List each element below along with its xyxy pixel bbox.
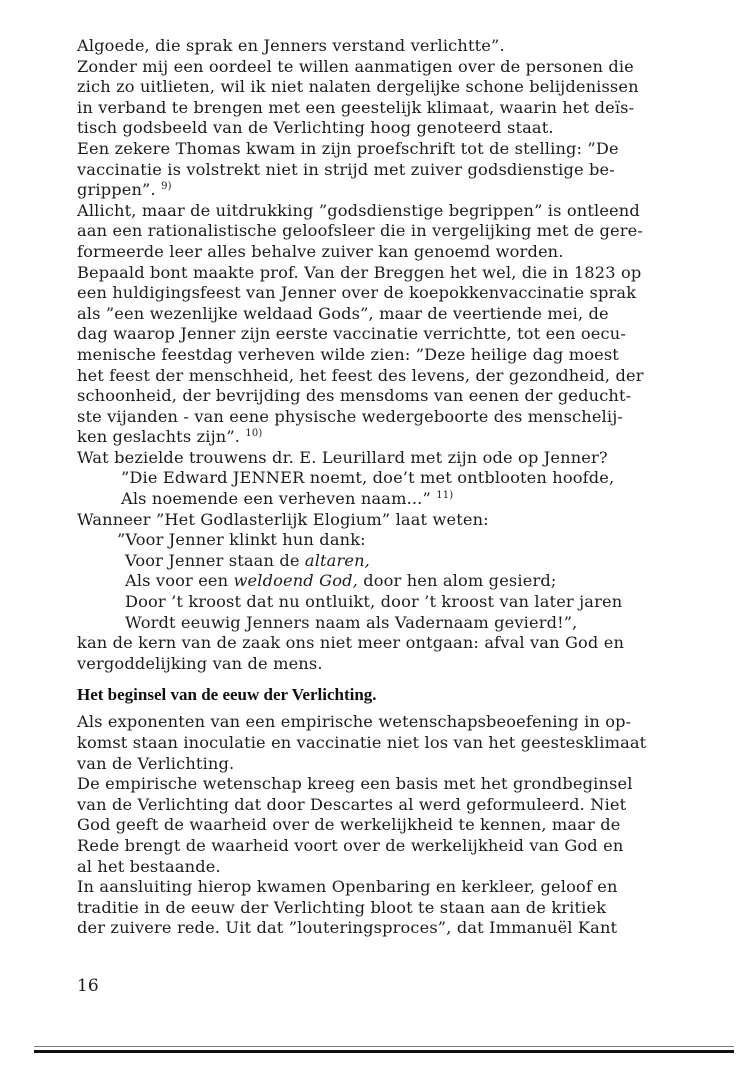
text-line: vergoddelijking van de mens. <box>77 653 323 673</box>
text-fragment: grippen”. <box>77 180 156 200</box>
paragraph-8 <box>77 712 677 774</box>
text-line: God geeft de waarheid over de werkelijkheid te kennen, maar de <box>77 815 621 835</box>
poem-line <box>77 551 677 572</box>
text-line: traditie in de eeuw der Verlichting bloot te staan aan de kritiek <box>77 897 607 917</box>
poem-line: Door ’t kroost dat nu ontluikt, door ’t kroost van later jaren <box>125 592 623 612</box>
text-line: zich zo uitlieten, wil ik niet nalaten dergelijke schone belijdenissen <box>77 77 639 97</box>
text-fragment: ken geslachts zijn”. <box>77 427 241 447</box>
ode-quote <box>77 468 677 509</box>
poem-line: Wordt eeuwig Jenners naam als Vadernaam gevierd!”, <box>125 612 578 632</box>
text-line: Bepaald bont maakte prof. Van der Breggen het wel, die in 1823 op <box>77 262 642 282</box>
bottom-rule <box>34 1050 734 1053</box>
text-line: van de Verlichting. <box>77 753 235 773</box>
text-fragment: Als noemende een verheven naam...” <box>121 489 431 509</box>
text-line: schoonheid, der bevrijding des mensdoms van eenen der geducht- <box>77 386 632 406</box>
text-line: van de Verlichting dat door Descartes al werd geformuleerd. Niet <box>77 794 627 814</box>
paragraph-5: Wat bezielde trouwens dr. E. Leurillard met zijn ode op Jenner? <box>77 447 608 467</box>
text-line: Allicht, maar de uitdrukking ”godsdienstige begrippen” is ontleend <box>77 200 640 220</box>
text-line: Rede brengt de waarheid voort over de werkelijkheid van God en <box>77 835 624 855</box>
text-fragment: Als voor een <box>125 571 234 591</box>
text-line: der zuivere rede. Uit dat ”louteringsproces”, dat Immanuël Kant <box>77 918 618 938</box>
text-line: als ”een wezenlijke weldaad Gods”, maar de veertiende mei, de <box>77 303 609 323</box>
text-line: De empirische wetenschap kreeg een basis met het grondbeginsel <box>77 774 633 794</box>
text-line: Zonder mij een oordeel te willen aanmatigen over de personen die <box>77 56 634 76</box>
footnote-marker: 10) <box>245 428 263 440</box>
text-line: komst staan inoculatie en vaccinatie niet los van het geestesklimaat <box>77 733 647 752</box>
text-line <box>77 180 677 201</box>
text-line: In aansluiting hierop kwamen Openbaring en kerkleer, geloof en <box>77 877 618 897</box>
text-line: kan de kern van de zaak ons niet meer ontgaan: afval van God en <box>77 633 625 653</box>
text-line <box>77 427 677 448</box>
poem-line <box>77 571 677 592</box>
emphasis: altaren, <box>304 550 370 570</box>
text-line: Een zekere Thomas kwam in zijn proefschrift tot de stelling: ”De <box>77 138 619 158</box>
text-line: formeerde leer alles behalve zuiver kan genoemd worden. <box>77 241 564 261</box>
text-line: in verband te brengen met een geestelijk klimaat, waarin het deïs- <box>77 97 635 117</box>
text-line: aan een rationalistische geloofsleer die in vergelijking met de gere- <box>77 221 643 241</box>
text-line: het feest der menschheid, het feest des levens, der gezondheid, der <box>77 365 644 385</box>
paragraph-2 <box>77 139 677 201</box>
section-heading: Het beginsel van de eeuw der Verlichting. <box>77 685 377 705</box>
paragraph-1 <box>77 36 677 139</box>
text-line: Als exponenten van een empirische wetenschapsbeoefening in op- <box>77 712 632 732</box>
text-line: tisch godsbeeld van de Verlichting hoog genoteerd staat. <box>77 118 554 138</box>
paragraph-10 <box>77 877 677 939</box>
paragraph-6: Wanneer ”Het Godlasterlijk Elogium” laat weten: <box>77 509 489 529</box>
paragraph-4 <box>77 263 677 448</box>
footnote-marker: 11) <box>436 490 454 502</box>
text-line: dag waarop Jenner zijn eerste vaccinatie verrichtte, tot een oecu- <box>77 324 626 344</box>
text-line: menische feestdag verheven wilde zien: ”Deze heilige dag moest <box>77 344 619 364</box>
poem-quote <box>77 530 677 633</box>
text-line: al het bestaande. <box>77 856 221 876</box>
page-number: 16 <box>77 976 99 996</box>
text-line: een huldigingsfeest van Jenner over de koepokkenvaccinatie sprak <box>77 283 637 303</box>
text-fragment: door hen alom gesierd; <box>357 571 557 591</box>
paragraph-3 <box>77 201 677 263</box>
footnote-marker: 9) <box>161 181 172 193</box>
page-body <box>77 36 677 939</box>
bottom-rule-thin <box>34 1046 734 1047</box>
text-line: Algoede, die sprak en Jenners verstand verlichtte”. <box>77 36 505 55</box>
quote-line <box>77 489 677 510</box>
text-line: ste vijanden - van eene physische wedergeboorte des menschelij- <box>77 406 624 426</box>
paragraph-9 <box>77 774 677 877</box>
quote-line: ”Die Edward JENNER noemt, doe’t met ontblooten hoofde, <box>121 468 615 488</box>
text-fragment: Voor Jenner staan de <box>125 550 305 570</box>
paragraph-7 <box>77 633 677 674</box>
text-line: vaccinatie is volstrekt niet in strijd met zuiver godsdienstige be- <box>77 159 615 179</box>
emphasis: weldoend God, <box>233 571 358 591</box>
poem-line: ”Voor Jenner klinkt hun dank: <box>117 530 366 550</box>
